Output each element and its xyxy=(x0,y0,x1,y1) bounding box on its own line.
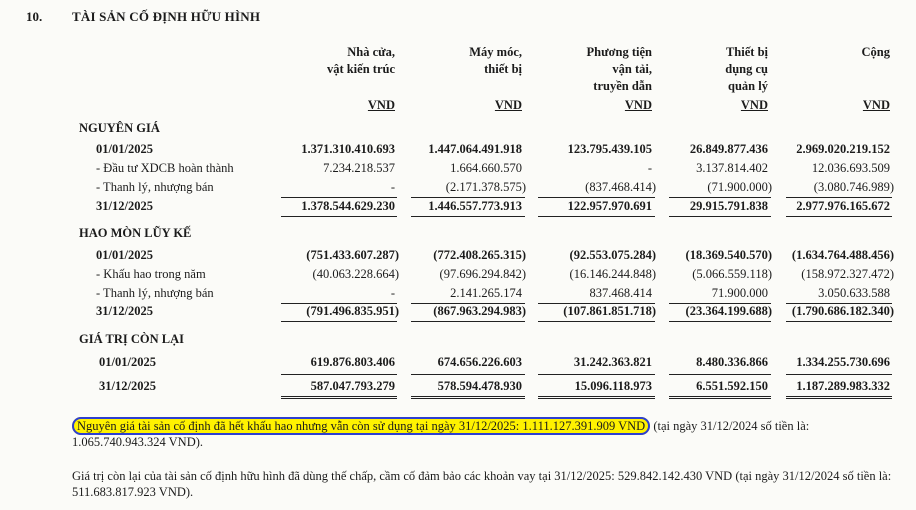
rule-net-closing-equipment-double xyxy=(669,398,771,399)
cell-dep-closing-equipment: (23.364.199.688) xyxy=(685,304,772,318)
cell-cost-disposals-equipment: (71.900.000) xyxy=(707,180,772,194)
cell-cost-closing-buildings: 1.378.544.629.230 xyxy=(301,199,395,213)
col-header-buildings-text: Nhà cửa, vật kiến trúc xyxy=(326,45,395,76)
cell-dep-charge-vehicles: (16.146.244.848) xyxy=(569,267,656,281)
rule-dep-closing-buildings xyxy=(281,321,397,322)
rule-dep-closing-machinery xyxy=(411,321,525,322)
cell-cost-closing-vehicles: 122.957.970.691 xyxy=(567,199,652,213)
rule-cost-closing-buildings xyxy=(281,216,397,217)
cell-dep-opening-machinery: (772.408.265.315) xyxy=(433,248,526,262)
cell-net-opening-total: 1.334.255.730.696 xyxy=(796,355,890,369)
cell-dep-charge-buildings: (40.063.228.664) xyxy=(312,267,399,281)
cell-net-closing-equipment: 6.551.592.150 xyxy=(696,379,768,393)
row-label-cost-opening: 01/01/2025 xyxy=(96,142,153,156)
cell-cost-opening-buildings: 1.371.310.410.693 xyxy=(301,142,395,156)
cell-dep-closing-machinery: (867.963.294.983) xyxy=(433,304,526,318)
note-fully-depreciated-highlight: Nguyên giá tài sản cố định đã hết khấu hao nhưng vẫn còn sử dụng tại ngày 31/12/2025: 1.111.127.391.909 VND xyxy=(72,417,650,435)
cell-net-closing-vehicles: 15.096.118.973 xyxy=(574,379,652,393)
cell-dep-closing-vehicles: (107.861.851.718) xyxy=(563,304,656,318)
cell-cost-additions-vehicles: - xyxy=(647,161,652,175)
note-fully-depreciated xyxy=(72,418,902,450)
cell-net-opening-vehicles: 31.242.363.821 xyxy=(573,355,652,369)
col-header-total-text: Cộng xyxy=(861,45,890,59)
group-title-net: GIÁ TRỊ CÒN LẠI xyxy=(79,332,184,346)
cell-net-closing-buildings: 587.047.793.279 xyxy=(310,379,395,393)
rule-dep-closing-vehicles xyxy=(538,321,655,322)
rule-net-closing-machinery-double xyxy=(411,398,525,399)
cell-dep-opening-buildings: (751.433.607.287) xyxy=(306,248,399,262)
col-header-machinery xyxy=(382,44,522,78)
rule-net-machinery xyxy=(411,374,525,375)
cell-dep-opening-total: (1.634.764.488.456) xyxy=(791,248,894,262)
rule-dep-closing-total xyxy=(786,321,892,322)
row-label-net-closing: 31/12/2025 xyxy=(99,379,156,393)
cell-dep-opening-equipment: (18.369.540.570) xyxy=(685,248,772,262)
col-unit-buildings: VND xyxy=(367,98,395,112)
cell-dep-disposals-total: 3.050.633.588 xyxy=(818,286,890,300)
col-unit-total: VND xyxy=(862,98,890,112)
row-label-dep-charge: - Khấu hao trong năm xyxy=(96,267,206,281)
group-title-cost: NGUYÊN GIÁ xyxy=(79,121,160,135)
cell-dep-closing-buildings: (791.496.835.951) xyxy=(306,304,399,318)
cell-dep-disposals-machinery: 2.141.265.174 xyxy=(450,286,522,300)
rule-cost-closing-vehicles xyxy=(538,216,655,217)
cell-dep-charge-machinery: (97.696.294.842) xyxy=(439,267,526,281)
col-header-machinery-text: Máy móc, thiết bị xyxy=(469,45,522,76)
note-fully-depreciated-rest: (tại ngày 31/12/2024 số tiền là: 1.065.740.943.324 VND). xyxy=(72,419,810,449)
cell-net-closing-machinery: 578.594.478.930 xyxy=(437,379,522,393)
section-title: TÀI SẢN CỐ ĐỊNH HỮU HÌNH xyxy=(72,9,261,24)
cell-net-closing-total: 1.187.289.983.332 xyxy=(796,379,890,393)
row-label-net-opening: 01/01/2025 xyxy=(99,355,156,369)
cell-dep-disposals-vehicles: 837.468.414 xyxy=(589,286,652,300)
cell-cost-disposals-vehicles: (837.468.414) xyxy=(585,180,656,194)
row-label-cost-additions: - Đầu tư XDCB hoàn thành xyxy=(96,161,234,175)
cell-cost-disposals-buildings: - xyxy=(390,180,395,194)
cell-cost-additions-equipment: 3.137.814.402 xyxy=(696,161,768,175)
cell-cost-additions-total: 12.036.693.509 xyxy=(811,161,890,175)
col-header-equipment-text: Thiết bị dụng cụ quản lý xyxy=(725,45,768,93)
rule-net-closing-total-double xyxy=(786,398,892,399)
cell-cost-closing-equipment: 29.915.791.838 xyxy=(689,199,768,213)
cell-cost-disposals-machinery: (2.171.378.575) xyxy=(445,180,526,194)
rule-net-closing-buildings xyxy=(281,396,397,397)
cell-dep-closing-total: (1.790.686.182.340) xyxy=(791,304,894,318)
cell-cost-closing-machinery: 1.446.557.773.913 xyxy=(428,199,522,213)
rule-net-total xyxy=(786,374,892,375)
rule-cost-closing-total xyxy=(786,216,892,217)
row-label-dep-closing: 31/12/2025 xyxy=(96,304,153,318)
row-label-cost-closing: 31/12/2025 xyxy=(96,199,153,213)
row-label-dep-disposals: - Thanh lý, nhượng bán xyxy=(96,286,214,300)
col-header-vehicles-text: Phương tiện vận tải, truyền dẫn xyxy=(586,45,652,93)
section-number: 10. xyxy=(26,9,43,24)
cell-cost-opening-vehicles: 123.795.439.105 xyxy=(567,142,652,156)
rule-net-closing-vehicles xyxy=(538,396,655,397)
cell-dep-opening-vehicles: (92.553.075.284) xyxy=(569,248,656,262)
rule-net-vehicles xyxy=(538,374,655,375)
note-pledged-assets: Giá trị còn lại của tài sản cố định hữu hình đã dùng thế chấp, cầm cố đảm bảo các khoản vay tại 31/12/2025: 529.842.142.430 VND (tại ngày 31/12/2024 số tiền là: 511.683.817.923 VND). xyxy=(72,469,892,499)
col-unit-machinery: VND xyxy=(494,98,522,112)
cell-cost-closing-total: 2.977.976.165.672 xyxy=(796,199,890,213)
rule-net-closing-equipment xyxy=(669,396,771,397)
cell-cost-opening-machinery: 1.447.064.491.918 xyxy=(428,142,522,156)
rule-net-closing-total xyxy=(786,396,892,397)
rule-net-equipment xyxy=(669,374,771,375)
cell-net-opening-equipment: 8.480.336.866 xyxy=(696,355,768,369)
cell-cost-opening-total: 2.969.020.219.152 xyxy=(796,142,890,156)
col-header-equipment xyxy=(628,44,768,95)
rule-cost-equipment xyxy=(669,197,771,198)
cell-cost-disposals-total: (3.080.746.989) xyxy=(813,180,894,194)
rule-cost-vehicles xyxy=(538,197,655,198)
cell-dep-disposals-equipment: 71.900.000 xyxy=(711,286,768,300)
col-header-total xyxy=(750,44,890,61)
cell-dep-disposals-buildings: - xyxy=(390,286,395,300)
rule-cost-machinery xyxy=(411,197,525,198)
cell-dep-charge-total: (158.972.327.472) xyxy=(801,267,894,281)
row-label-dep-opening: 01/01/2025 xyxy=(96,248,153,262)
rule-net-closing-machinery xyxy=(411,396,525,397)
cell-net-opening-machinery: 674.656.226.603 xyxy=(437,355,522,369)
rule-cost-closing-equipment xyxy=(669,216,771,217)
col-unit-equipment: VND xyxy=(740,98,768,112)
cell-dep-charge-equipment: (5.066.559.118) xyxy=(692,267,772,281)
rule-dep-closing-equipment xyxy=(669,321,771,322)
rule-cost-total xyxy=(786,197,892,198)
rule-cost-buildings xyxy=(281,197,397,198)
col-unit-vehicles: VND xyxy=(624,98,652,112)
cell-cost-additions-buildings: 7.234.218.537 xyxy=(323,161,395,175)
group-title-depreciation: HAO MÒN LŨY KẾ xyxy=(79,226,192,240)
cell-net-opening-buildings: 619.876.803.406 xyxy=(310,355,395,369)
rule-cost-closing-machinery xyxy=(411,216,525,217)
cell-cost-additions-machinery: 1.664.660.570 xyxy=(450,161,522,175)
row-label-cost-disposals: - Thanh lý, nhượng bán xyxy=(96,180,214,194)
rule-net-buildings xyxy=(281,374,397,375)
rule-net-closing-buildings-double xyxy=(281,398,397,399)
rule-net-closing-vehicles-double xyxy=(538,398,655,399)
col-header-buildings xyxy=(255,44,395,78)
cell-cost-opening-equipment: 26.849.877.436 xyxy=(689,142,768,156)
